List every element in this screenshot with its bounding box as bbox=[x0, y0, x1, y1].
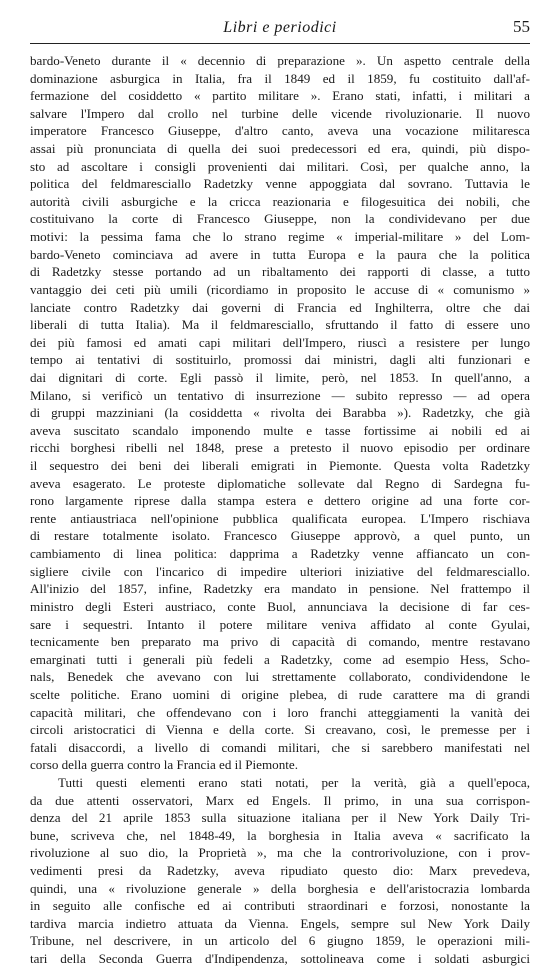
text-line: in seguito alle confische ed ai contributi straordinari e forzosi, nonostante la bbox=[30, 898, 530, 914]
article-body bbox=[30, 52, 530, 968]
text-line: dai dignitari di corte. Egli passò il limite, però, nel 1853. In quell'anno, a bbox=[30, 369, 530, 385]
text-line: capacità militari, che offendevano con i loro franchi atteggiamenti la vanità dei bbox=[30, 704, 530, 720]
header-rule bbox=[30, 43, 530, 44]
text-line: nals, Benedek che avevano con lui strettamente collaborato, condividendone le bbox=[30, 669, 530, 685]
text-line: da due attenti osservatori, Marx ed Engels. Il primo, in una sua corrispon- bbox=[30, 792, 530, 808]
text-line: tari della Seconda Guerra d'Indipendenza, sottolineava come i soldati asburgici bbox=[30, 951, 530, 967]
text-line: liberali di tutta Italia). Ma il feldmaresciallo, sfruttando il fatto di essere uno bbox=[30, 317, 530, 333]
text-line: fermazione del cosiddetto « partito militare ». Erano stati, infatti, i militari a bbox=[30, 88, 530, 104]
text-line: rente antiaustriaca nell'opinione pubblica qualificata europea. L'Impero rischiava bbox=[30, 510, 530, 526]
text-line: politica del feldmaresciallo Radetzky venne appoggiata dal sovrano. Tuttavia le bbox=[30, 176, 530, 192]
paragraph bbox=[30, 774, 530, 968]
text-line: di Radetzky stesse portando ad un ribaltamento dei rapporti di classe, a tutto bbox=[30, 264, 530, 280]
text-line: Tutti questi elementi erano stati notati, per la verità, già a quell'epoca, bbox=[58, 774, 530, 790]
text-line: di restare totalmente isolato. Francesco Giuseppe approvò, a quel punto, un bbox=[30, 528, 530, 544]
text-line: tempo ai tentativi di sostituirlo, promossi dai ministri, dagli alti funzionari e bbox=[30, 352, 530, 368]
text-line: bune, scriveva che, nel 1848-49, la borghesia in Italia aveva « sacrificato la bbox=[30, 827, 530, 843]
text-line: circoli aristocratici di Vienna e della corte. Si creavano, così, le premesse per i bbox=[30, 722, 530, 738]
text-line: ministro degli Esteri austriaco, conte Buol, annunciava la decisione di far ces- bbox=[30, 598, 530, 614]
text-line: cambiamento di linea politica: dapprima a Radetzky venne affiancato un con- bbox=[30, 546, 530, 562]
text-line: vedimenti presi da Radetzky, aveva ripudiato questo dio: Marx prevedeva, bbox=[30, 863, 530, 879]
text-line: di gruppi mazziniani (la cosiddetta « rivolta dei Barabba »). Radetzky, che già bbox=[30, 405, 530, 421]
text-line: rono largamente riprese dalla stampa estera e dettero origine ad una forte cor- bbox=[30, 493, 530, 509]
text-line: assai più pronunciata di quella dei suoi predecessori ed era, quindi, più dispo- bbox=[30, 141, 530, 157]
text-line: emarginati tutti i generali più fedeli a Radetzky, come ad esempio Hess, Scho- bbox=[30, 651, 530, 667]
text-line: denza del 21 aprile 1853 sulla situazione italiana per il New York Daily Tri- bbox=[30, 810, 530, 826]
text-line: lanciate contro Radetzky dai governi di Francia ed Inghilterra, oltre che dai bbox=[30, 299, 530, 315]
text-line: il sequestro dei beni dei liberali emigrati in Piemonte. Questa volta Radetzky bbox=[30, 458, 530, 474]
text-line: bardo-Veneto cominciava ad avere in tutta Europa e la paura che la politica bbox=[30, 246, 530, 262]
text-line: sigliere civile con l'incarico di impedire ulteriori iniziative del feldmaresciallo. bbox=[30, 563, 530, 579]
text-line: aveva esagerato. Le proteste diplomatiche sollevate dal Regno di Sardegna fu- bbox=[30, 475, 530, 491]
text-line: salvare l'Impero dal crollo nel turbine delle vicende rivoluzionarie. Il nuovo bbox=[30, 105, 530, 121]
paragraph bbox=[30, 52, 530, 774]
text-line: All'inizio del 1857, infine, Radetzky era mandato in pensione. Nel frattempo il bbox=[30, 581, 530, 597]
text-line: quindi, una « rivoluzione generale » della borghesia e dell'aristocrazia lombarda bbox=[30, 880, 530, 896]
text-line: fatali disaccordi, a livello di comandi militari, che si sarebbero manifestati nel bbox=[30, 739, 530, 755]
text-line: dei più famosi ed amati capi militari dell'Impero, riuscì a resistere per lungo bbox=[30, 334, 530, 350]
text-line: dominazione asburgica in Italia, fra il 1849 ed il 1859, fu costituito dall'af- bbox=[30, 70, 530, 86]
text-line: motivi: la pessima fama che lo strano regime « imperial-militare » del Lom- bbox=[30, 229, 530, 245]
text-line: sto ad ascoltare i consigli provenienti dai militari. Così, per qualche anno, la bbox=[30, 158, 530, 174]
text-line: scelte politiche. Erano uomini di origine plebea, di rude carattere ma di grandi bbox=[30, 686, 530, 702]
text-line: rivoluzione al suo dio, la Proprietà », ma che la controrivoluzione, con i prov- bbox=[30, 845, 530, 861]
text-line: bardo-Veneto durante il « decennio di preparazione ». Un aspetto centrale della bbox=[30, 53, 530, 68]
text-line: tardiva marcia indietro attuata da Vienna. Engels, sempre sul New York Daily bbox=[30, 915, 530, 931]
text-line: tecnicamente ben preparato ma privo di capacità di comando, mentre restavano bbox=[30, 634, 530, 650]
text-line: vantaggio dei ceti più umili (ricordiamo in proposito le accuse di « comunismo » bbox=[30, 281, 530, 297]
text-line: sare i sequestri. Intanto il potere militare veniva affidato al conte Gyulai, bbox=[30, 616, 530, 632]
text-line: aveva suscitato scandalo imponendo multe e tasse fortissime ai nobili ed ai bbox=[30, 422, 530, 438]
text-line: Tribune, nel descrivere, in un articolo del 6 giugno 1859, le operazioni mili- bbox=[30, 933, 530, 949]
running-title: Libri e periodici bbox=[223, 19, 337, 36]
running-header bbox=[30, 17, 530, 43]
text-line: corso della guerra contro la Francia ed il Piemonte. bbox=[30, 757, 298, 773]
text-line: autorità civili asburgiche e la cricca reazionaria e filogesuitica dei nobili, che bbox=[30, 193, 530, 209]
page-number: 55 bbox=[513, 17, 530, 36]
text-line: imperatore Francesco Giuseppe, d'altro canto, aveva una vocazione militaresca bbox=[30, 123, 530, 139]
text-line: Milano, si verificò un tentativo di insurrezione — subito represso — ad opera bbox=[30, 387, 530, 403]
text-line: ricchi borghesi ribelli nel 1848, prese a pretesto il nuovo episodio per ordinare bbox=[30, 440, 530, 456]
text-line: costituivano la corte di Francesco Giuseppe, non la condividevano per due bbox=[30, 211, 530, 227]
